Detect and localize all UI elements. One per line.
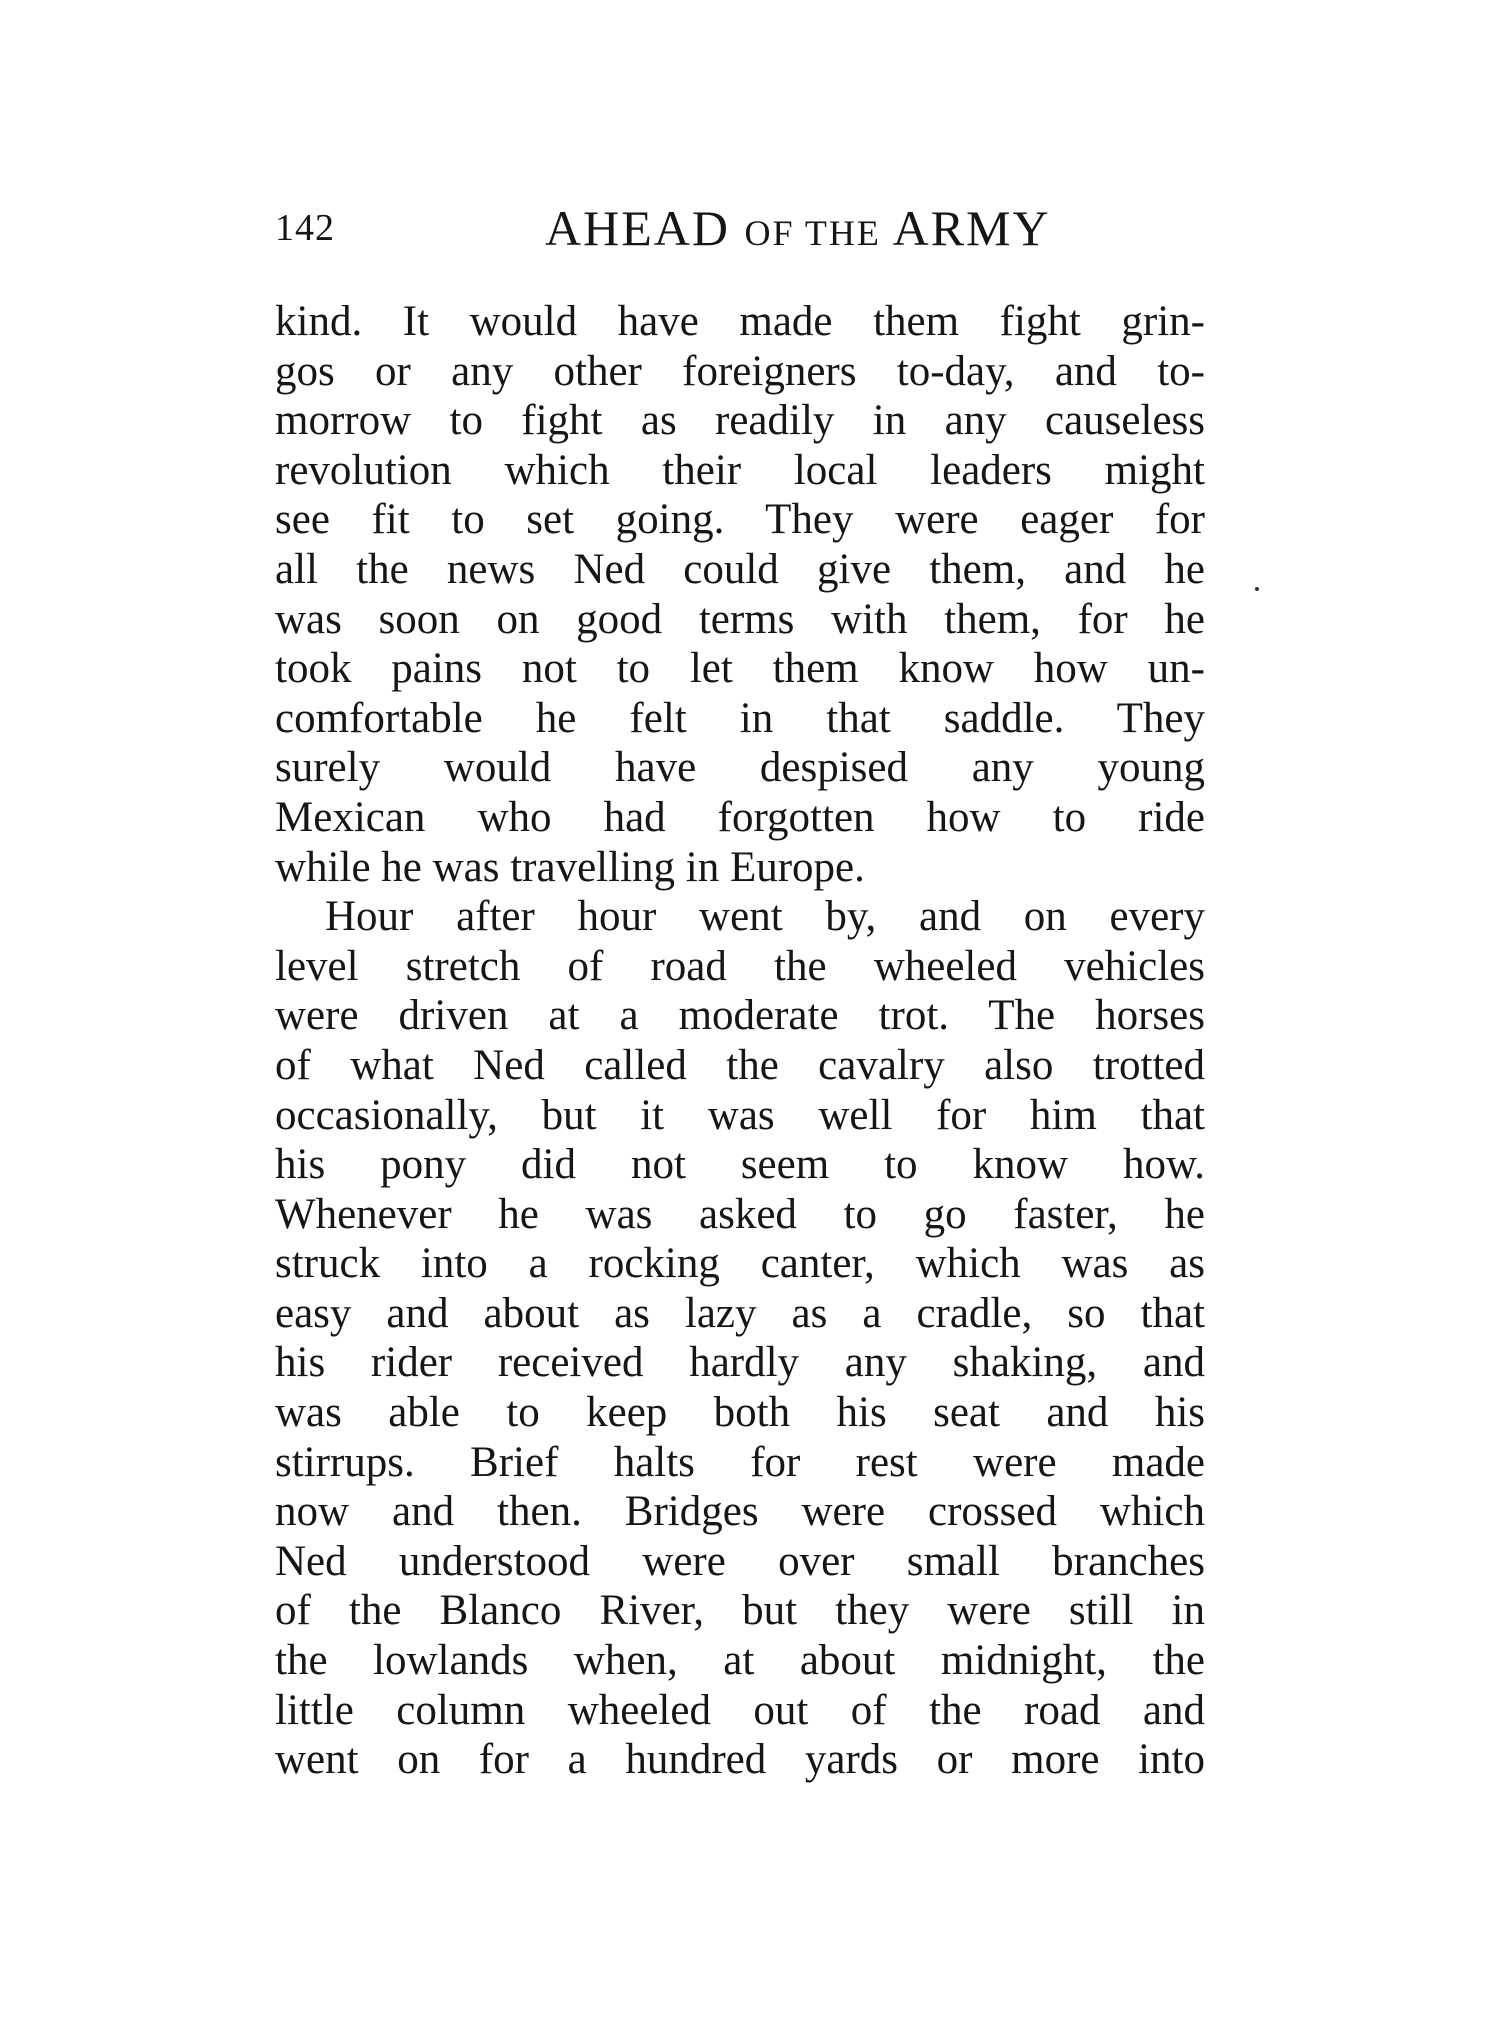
text-line: comfortable he felt in that saddle. They	[275, 694, 1205, 742]
page-header	[275, 198, 1205, 258]
text-line: took pains not to let them know how un-	[275, 645, 1205, 693]
text-line: easy and about as lazy as a cradle, so that	[275, 1289, 1205, 1337]
text-line: Ned understood were over small branches	[275, 1537, 1205, 1585]
text-line: all the news Ned could give them, and he	[275, 545, 1205, 593]
text-line: now and then. Bridges were crossed which	[275, 1488, 1205, 1536]
text-line: occasionally, but it was well for him that	[275, 1091, 1205, 1139]
print-speck	[1255, 587, 1259, 591]
text-line: of the Blanco River, but they were still in	[275, 1587, 1205, 1635]
text-line: went on for a hundred yards or more into	[275, 1736, 1205, 1784]
running-head-title-1: AHEAD	[545, 200, 730, 256]
running-head	[545, 198, 1051, 263]
text-line: Mexican who had forgotten how to ride	[275, 793, 1205, 841]
running-head-title-3: ARMY	[892, 200, 1051, 256]
text-line: little column wheeled out of the road and	[275, 1686, 1205, 1734]
text-line: Whenever he was asked to go faster, he	[275, 1190, 1205, 1238]
text-line: was able to keep both his seat and his	[275, 1389, 1205, 1437]
text-line: of what Ned called the cavalry also trotted	[275, 1041, 1205, 1089]
running-head-title-2: OF THE	[744, 213, 881, 253]
text-line: gos or any other foreigners to-day, and to-	[275, 347, 1205, 395]
text-line: his rider received hardly any shaking, and	[275, 1339, 1205, 1387]
text-line: the lowlands when, at about midnight, the	[275, 1637, 1205, 1685]
page-number: 142	[275, 207, 335, 249]
text-line: stirrups. Brief halts for rest were made	[275, 1438, 1205, 1486]
body-text	[275, 297, 1205, 1785]
text-line: were driven at a moderate trot. The horses	[275, 992, 1205, 1040]
text-line: while he was travelling in Europe.	[275, 843, 865, 891]
text-line: his pony did not seem to know how.	[275, 1141, 1205, 1189]
text-line: surely would have despised any young	[275, 744, 1205, 792]
text-line: morrow to fight as readily in any causeless	[275, 397, 1205, 445]
text-line: revolution which their local leaders might	[275, 446, 1205, 494]
text-line: see fit to set going. They were eager for	[275, 496, 1205, 544]
text-line: level stretch of road the wheeled vehicles	[275, 942, 1205, 990]
text-line: struck into a rocking canter, which was as	[275, 1240, 1205, 1288]
text-line: kind. It would have made them fight grin-	[275, 298, 1205, 345]
text-line: Hour after hour went by, and on every	[325, 893, 1205, 941]
text-line: was soon on good terms with them, for he	[275, 595, 1205, 643]
